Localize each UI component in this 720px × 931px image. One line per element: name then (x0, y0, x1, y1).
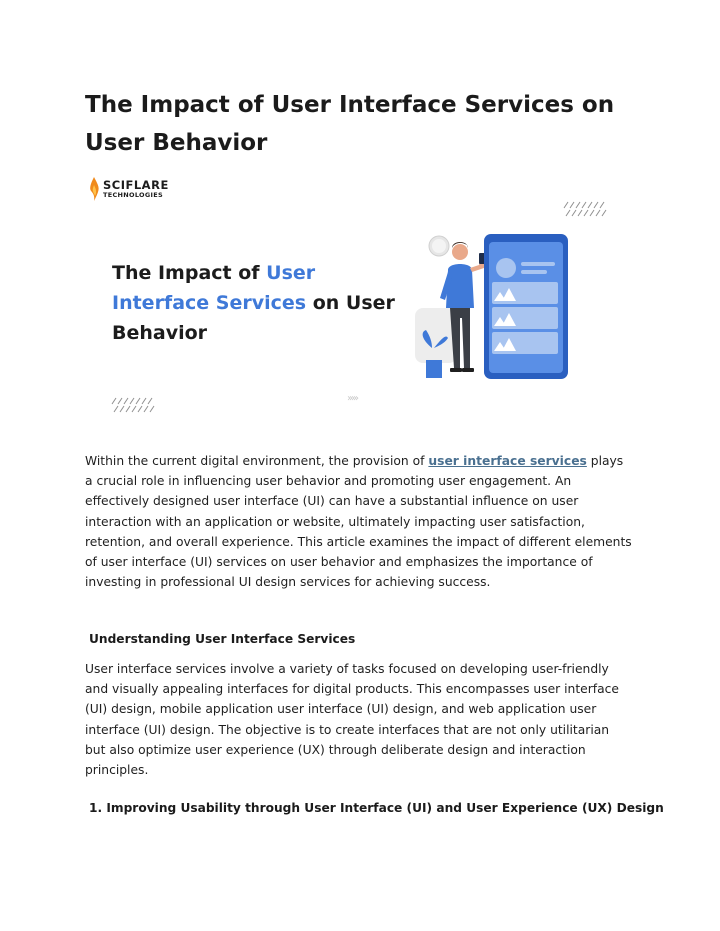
hatch-decoration-top-right (562, 200, 610, 218)
section-heading-understanding: Understanding User Interface Services (89, 632, 356, 646)
intro-text-start: Within the current digital environment, the provision of (85, 454, 429, 468)
company-logo (88, 177, 169, 201)
section-paragraph-understanding: User interface services involve a variety of tasks focused on developing user-friendly and visually appealing interfaces for digital products. This encompasses user interface (UI) design, mobile application user interface (UI) design, and web application user interface (UI) design. The objective is to create interfaces that are not only utilitarian but also optimize user experience (UX) through deliberate design and interaction principles. (85, 662, 619, 778)
chevron-arrows-icon: ››››› (347, 393, 357, 404)
logo-subtitle: TECHNOLOGIES (103, 190, 163, 199)
logo-brand-name: SCIFLARE (103, 177, 169, 192)
person-phone-illustration (410, 228, 570, 383)
banner-title-part1: The Impact of (112, 262, 267, 284)
page-title: The Impact of User Interface Services on User Behavior (85, 92, 615, 156)
banner-title-part2: on User Behavior (112, 292, 395, 344)
intro-text-end: plays a crucial role in influencing user behavior and promoting user engagement. An effectively designed user interface (UI) can have a substantial influence on user interaction with an application or website, ultimately impacting user satisfaction, retention, and overall experience. This article examines the impact of different elements of user interface (UI) services on user behavior and emphasizes the importance of investing in professional UI design services for achieving success. (85, 454, 632, 590)
banner-title-highlight: User Interface Services (112, 262, 316, 314)
intro-paragraph (85, 451, 633, 592)
hatch-decoration-bottom-left (110, 396, 158, 414)
banner-title (112, 258, 412, 348)
section-heading-improving-usability: 1. Improving Usability through User Interface (UI) and User Experience (UX) Design (89, 801, 664, 815)
user-interface-services-link[interactable]: user interface services (428, 454, 587, 468)
flame-logo-icon (88, 177, 100, 201)
